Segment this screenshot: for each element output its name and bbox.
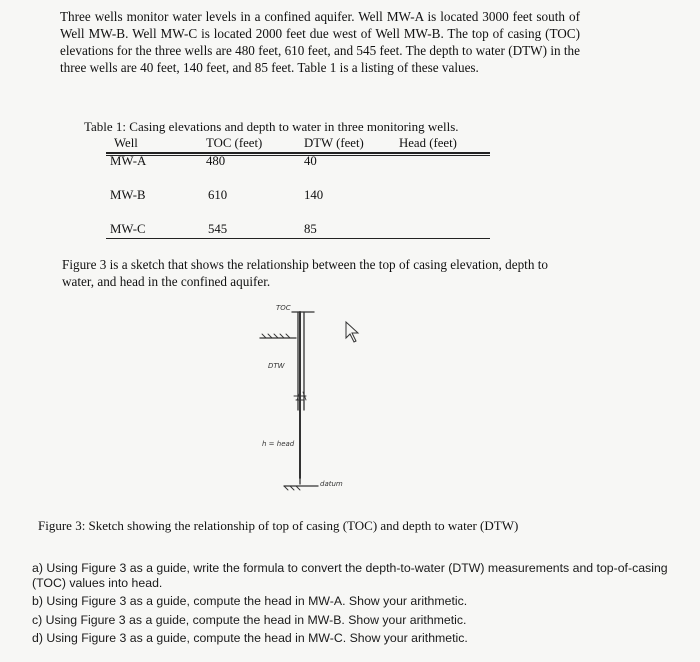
sketch-label-toc: TOC <box>276 304 291 312</box>
sketch-label-dtw: DTW <box>268 362 285 370</box>
table-row-toc-c: 545 <box>208 222 228 236</box>
table-row-well-a: MW-A <box>110 154 147 168</box>
header-toc: TOC (feet) <box>206 136 263 150</box>
question-d: d) Using Figure 3 as a guide, compute the head in MW-C. Show your arithmetic. <box>32 631 468 645</box>
figure-caption: Figure 3: Sketch showing the relationship of top of casing (TOC) and depth to water (DTW) <box>38 518 519 533</box>
header-rule-bottom <box>106 155 490 156</box>
cursor-icon <box>346 322 358 342</box>
table-row-toc-b: 610 <box>208 188 228 202</box>
question-b: b) Using Figure 3 as a guide, compute the head in MW-A. Show your arithmetic. <box>32 594 468 608</box>
table-row-well-c: MW-C <box>110 222 146 236</box>
header-dtw: DTW (feet) <box>304 136 364 150</box>
table-bottom-rule <box>106 238 490 239</box>
intro-text: Three wells monitor water levels in a confined aquifer. Well MW-A is located 3000 feet south of Well MW-B. Well MW-C is located 2000 feet due west of Well MW-B. The top of casing (TOC) elevations for the three wells are 480 feet, 610 feet, and 545 feet. The depth to water (DTW) in the three wells are 40 feet, 140 feet, and 85 feet. Table 1 is a listing of these values. <box>60 9 580 75</box>
intro-paragraph <box>60 8 580 76</box>
table-row-dtw-c: 85 <box>304 222 317 236</box>
table-row-well-b: MW-B <box>110 188 146 202</box>
table-caption: Table 1: Casing elevations and depth to water in three monitoring wells. <box>84 119 459 134</box>
question-a: a) Using Figure 3 as a guide, write the formula to convert the depth-to-water (DTW) measurements and top-of-casing (TOC) values into head. <box>32 561 668 590</box>
header-rule-top <box>106 152 490 154</box>
questions-list <box>32 561 672 650</box>
table-row-dtw-b: 140 <box>304 188 324 202</box>
table-row-dtw-a: 40 <box>304 154 317 168</box>
question-c: c) Using Figure 3 as a guide, compute the head in MW-B. Show your arithmetic. <box>32 612 467 627</box>
sketch-label-datum: datum <box>320 480 343 488</box>
header-head: Head (feet) <box>399 136 457 150</box>
figure-paragraph <box>62 256 574 290</box>
sketch-label-head: h = head <box>262 440 295 448</box>
table-row-toc-a: 480 <box>206 154 226 168</box>
figure-paragraph-text: Figure 3 is a sketch that shows the relationship between the top of casing elevation, depth to water, and head in the confined aquifer. <box>62 257 548 289</box>
header-well: Well <box>114 136 138 150</box>
well-sketch <box>240 300 380 500</box>
